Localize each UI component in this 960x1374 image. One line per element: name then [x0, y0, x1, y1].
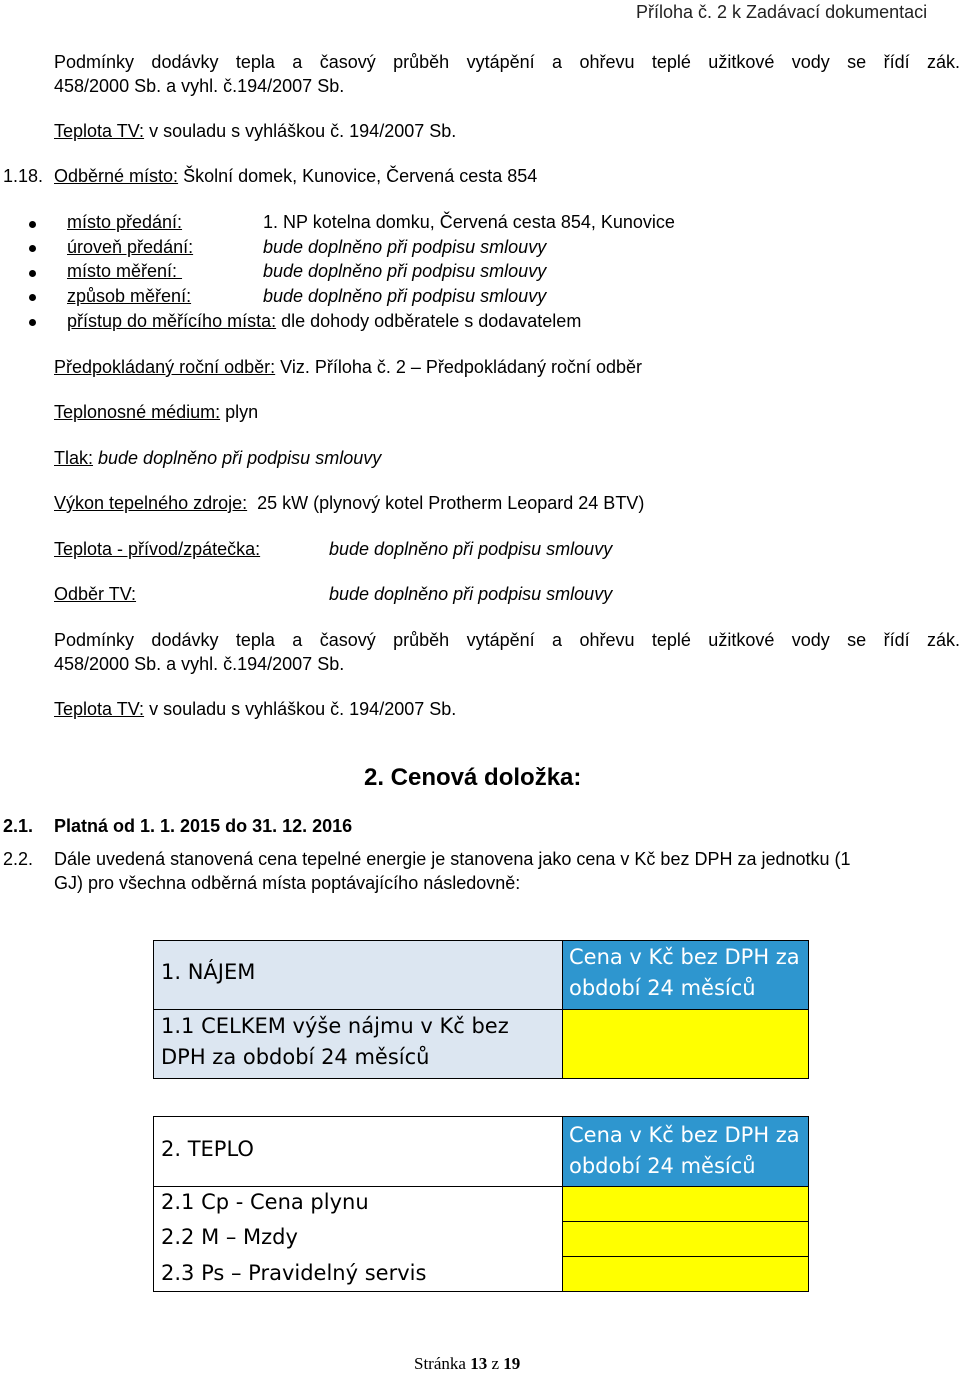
footer-separator: z: [487, 1354, 504, 1373]
item-2-2-number: 2.2.: [3, 849, 34, 869]
section-number-1-18: 1.18.: [3, 166, 44, 186]
delivery-point-value: Školní domek, Kunovice, Červená cesta 854: [178, 166, 538, 186]
pressure-value: bude doplněno při podpisu smlouvy: [93, 448, 382, 468]
item-2-2-line2: GJ) pro všechna odběrná místa poptávajícího následovně:: [54, 873, 521, 893]
conditions-paragraph-2-line1: Podmínky dodávky tepla a časový průběh vytápění a ohřevu teplé užitkové vody se řídí zák.: [54, 630, 960, 650]
bullet-label-handover-level: úroveň předání:: [67, 237, 194, 257]
bullet-value-handover-place: 1. NP kotelna domku, Červená cesta 854, Kunovice: [263, 212, 675, 232]
bullet-value-metering-place: bude doplněno při podpisu smlouvy: [263, 261, 547, 281]
bullet-label-handover-place: místo předání:: [67, 212, 183, 232]
tv-temperature-label: Teplota TV:: [54, 121, 145, 141]
supply-return-temp-label: Teplota - přívod/zpátečka:: [54, 539, 261, 559]
power-label: Výkon tepelného zdroje:: [54, 493, 248, 513]
gas-price-cell[interactable]: [562, 1186, 809, 1222]
rent-total-label-line1: 1.1 CELKEM výše nájmu v Kč bez: [161, 1014, 509, 1038]
tv-temperature-label-2: Teplota TV:: [54, 699, 145, 719]
footer-prefix: Stránka: [414, 1354, 471, 1373]
wages-price-cell[interactable]: [562, 1221, 809, 1257]
pressure-line: [54, 448, 381, 469]
heat-price-header-line1: Cena v Kč bez DPH za: [569, 1123, 800, 1147]
power-value: 25 kW (plynový kotel Protherm Leopard 24 BTV): [247, 493, 645, 513]
tv-temperature-line: [54, 121, 456, 142]
bullet-value-access: dle dohody odběratele s dodavatelem: [276, 311, 582, 331]
heat-row-gas: 2.1 Cp - Cena plynu: [161, 1190, 369, 1214]
annual-consumption-line: [54, 357, 642, 378]
rent-header-label: 1. NÁJEM: [161, 960, 256, 984]
rent-price-header-line1: Cena v Kč bez DPH za: [569, 945, 800, 969]
item-2-1-text: Platná od 1. 1. 2015 do 31. 12. 2016: [54, 816, 353, 836]
bullet-icon: [29, 319, 36, 326]
bullet-label-access: přístup do měřícího místa:: [67, 311, 277, 331]
delivery-point-heading: [54, 166, 537, 187]
heat-row-service: 2.3 Ps – Pravidelný servis: [161, 1261, 427, 1285]
heat-medium-line: [54, 402, 258, 423]
conditions-paragraph-line1: Podmínky dodávky tepla a časový průběh vytápění a ohřevu teplé užitkové vody se řídí zák.: [54, 52, 960, 72]
item-2-2-line1: Dále uvedená stanovená cena tepelné energie je stanovena jako cena v Kč bez DPH za jednotku (1: [54, 849, 851, 869]
conditions-paragraph-line2: 458/2000 Sb. a vyhl. č.194/2007 Sb.: [54, 76, 345, 96]
tv-temperature-line-2: [54, 699, 456, 720]
heat-medium-label: Teplonosné médium:: [54, 402, 221, 422]
bullet-icon: [29, 270, 36, 277]
rent-price-header-line2: období 24 měsíců: [569, 976, 756, 1000]
bullet-icon: [29, 294, 36, 301]
bullet-icon: [29, 221, 36, 228]
power-line: [54, 493, 644, 514]
tv-temperature-value-2: v souladu s vyhláškou č. 194/2007 Sb.: [144, 699, 457, 719]
bullet-icon: [29, 245, 36, 252]
supply-return-temp-value: bude doplněno při podpisu smlouvy: [329, 539, 613, 559]
bullet-value-metering-method: bude doplněno při podpisu smlouvy: [263, 286, 547, 306]
conditions-paragraph-2-line2: 458/2000 Sb. a vyhl. č.194/2007 Sb.: [54, 654, 345, 674]
service-price-cell[interactable]: [562, 1256, 809, 1292]
footer-total-pages: 19: [503, 1354, 521, 1373]
pressure-label: Tlak:: [54, 448, 94, 468]
heat-header-label: 2. TEPLO: [161, 1137, 254, 1161]
page-footer: [414, 1354, 520, 1374]
page-header: Příloha č. 2 k Zadávací dokumentaci: [636, 2, 928, 22]
delivery-point-label: Odběrné místo:: [54, 166, 179, 186]
tv-consumption-value: bude doplněno při podpisu smlouvy: [329, 584, 613, 604]
annual-consumption-value: Viz. Příloha č. 2 – Předpokládaný roční odběr: [275, 357, 643, 377]
tv-temperature-value: v souladu s vyhláškou č. 194/2007 Sb.: [144, 121, 457, 141]
bullet-value-handover-level: bude doplněno při podpisu smlouvy: [263, 237, 547, 257]
footer-page-number: 13: [470, 1354, 488, 1373]
rent-total-price-cell[interactable]: [562, 1009, 809, 1079]
bullet-access-line: [67, 311, 581, 332]
price-clause-heading: 2. Cenová doložka:: [364, 764, 582, 791]
bullet-label-metering-method: způsob měření:: [67, 286, 192, 306]
item-2-1-number: 2.1.: [3, 816, 34, 836]
bullet-label-metering-place: místo měření:: [67, 261, 183, 281]
tv-consumption-label: Odběr TV:: [54, 584, 137, 604]
annual-consumption-label: Předpokládaný roční odběr:: [54, 357, 276, 377]
heat-medium-value: plyn: [220, 402, 259, 422]
rent-total-label-line2: DPH za období 24 měsíců: [161, 1045, 430, 1069]
heat-row-wages: 2.2 M – Mzdy: [161, 1225, 298, 1249]
heat-price-header-line2: období 24 měsíců: [569, 1154, 756, 1178]
